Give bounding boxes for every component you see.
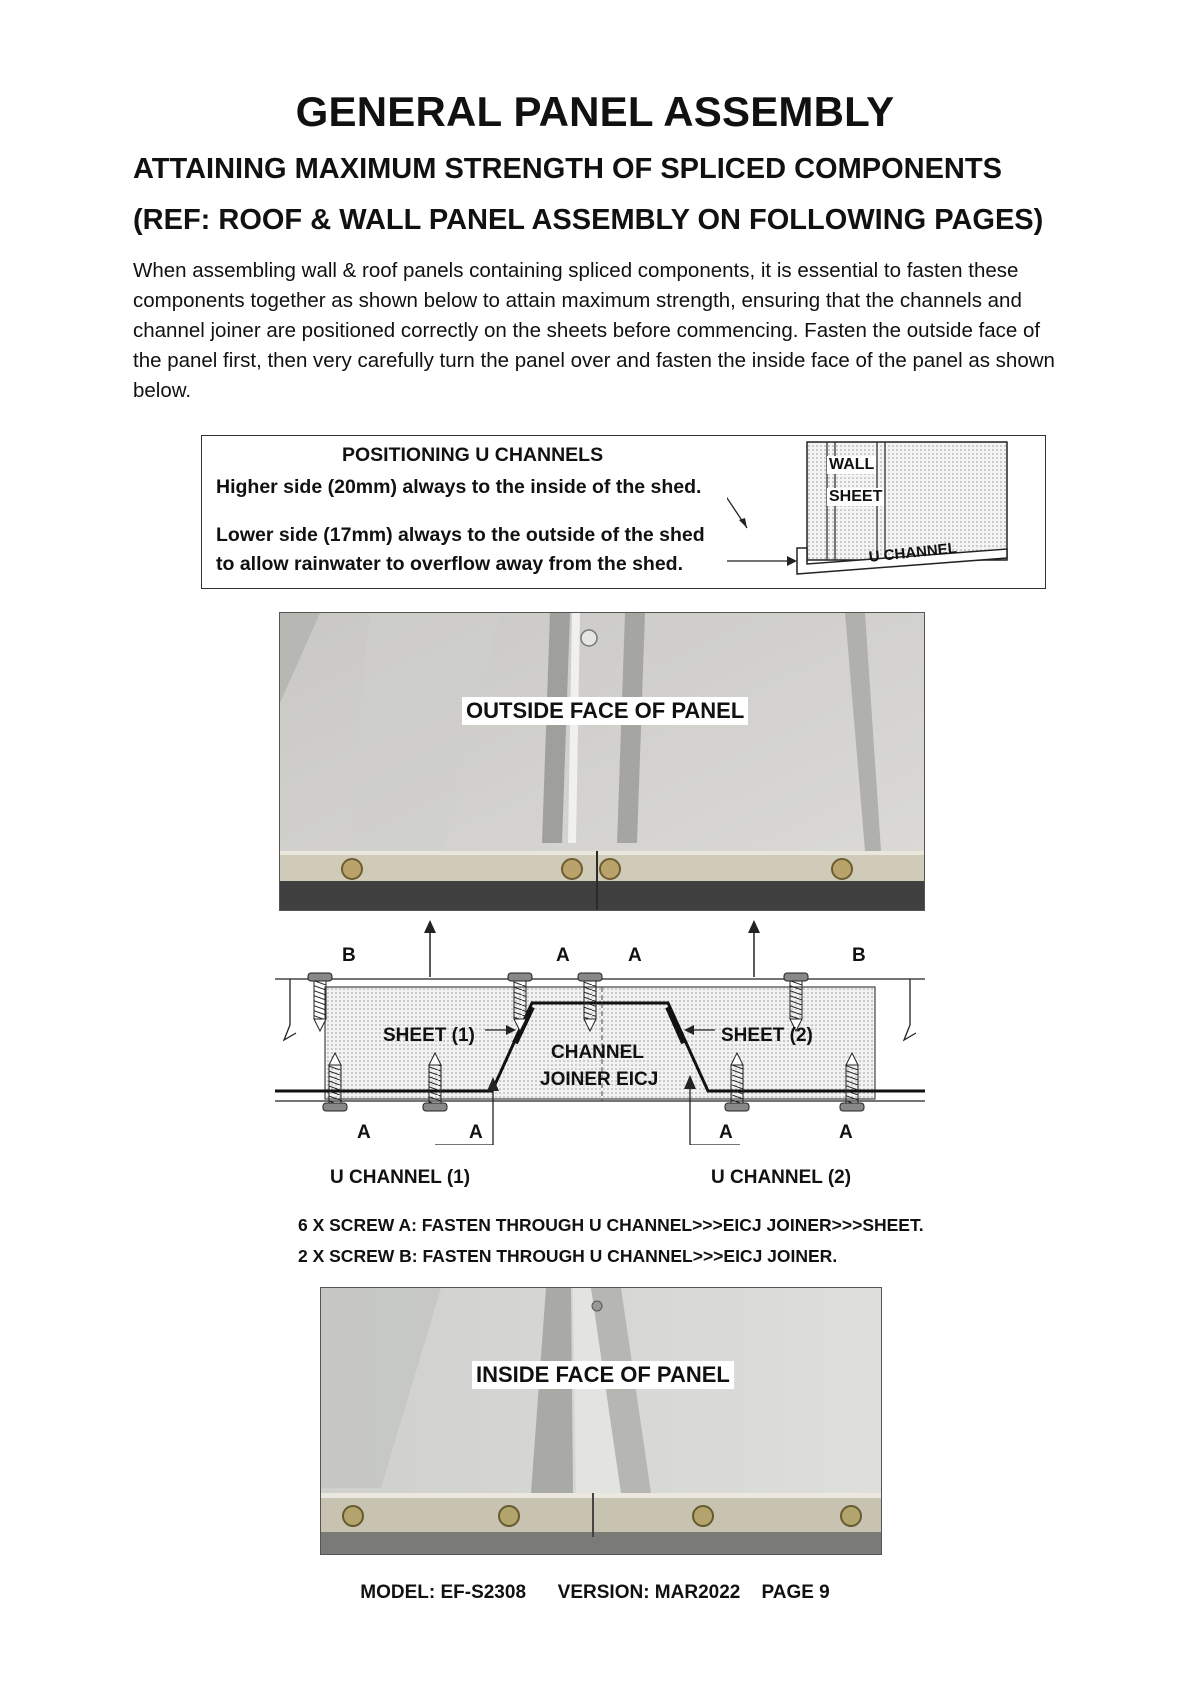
u-channel-label: U CHANNEL: [868, 539, 958, 566]
intro-paragraph: When assembling wall & roof panels containing spliced components, it is essential to fasten these components together as shown below to attain maximum strength, ensuring that the channels and channel joiner are positioned correctly on the sheets before commencing. Fasten the outside face of the panel first, then very carefully turn the panel over and fasten the inside face of the panel as shown below.: [133, 259, 1055, 402]
subtitle-strength: ATTAINING MAXIMUM STRENGTH OF SPLICED COMPONENTS: [133, 153, 1002, 185]
u-channel-1-label: U CHANNEL (1): [330, 1167, 471, 1188]
screw-b-note: 2 X SCREW B: FASTEN THROUGH U CHANNEL>>>EICJ JOINER.: [298, 1246, 838, 1266]
sheet-1-label: SHEET (1): [383, 1025, 475, 1046]
label-bottom-a-4: A: [839, 1122, 853, 1143]
higher-side-note: Higher side (20mm) always to the inside of the shed.: [216, 476, 702, 498]
sheet-2-label: SHEET (2): [721, 1025, 813, 1046]
u-channel-2-label: U CHANNEL (2): [711, 1167, 852, 1188]
sheet-label: SHEET: [829, 488, 883, 505]
wall-label: WALL: [829, 456, 875, 473]
label-top-a-2: A: [628, 945, 642, 966]
label-bottom-a-1: A: [357, 1122, 371, 1143]
outside-face-photo: [279, 612, 925, 911]
label-top-b-left: B: [342, 945, 356, 966]
subtitle-reference: (REF: ROOF & WALL PANEL ASSEMBLY ON FOLLOWING PAGES): [133, 204, 1044, 236]
joiner-label-2: JOINER EICJ: [540, 1069, 659, 1090]
lower-side-note-2: to allow rainwater to overflow away from the shed.: [216, 553, 684, 575]
positioning-heading: POSITIONING U CHANNELS: [342, 444, 604, 466]
label-top-b-right: B: [852, 945, 866, 966]
page-title: GENERAL PANEL ASSEMBLY: [295, 88, 895, 135]
screw-a-note: 6 X SCREW A: FASTEN THROUGH U CHANNEL>>>EICJ JOINER>>>SHEET.: [298, 1215, 924, 1235]
label-bottom-a-2: A: [469, 1122, 483, 1143]
page-footer: MODEL: EF-S2308 VERSION: MAR2022 PAGE 9: [360, 1582, 830, 1603]
positioning-box: [201, 435, 1046, 589]
outside-face-label: OUTSIDE FACE OF PANEL: [462, 697, 748, 725]
lower-side-note-1: Lower side (17mm) always to the outside of the shed: [216, 524, 705, 546]
label-top-a-1: A: [556, 945, 570, 966]
inside-face-label: INSIDE FACE OF PANEL: [472, 1361, 734, 1389]
inside-face-photo: [320, 1287, 882, 1555]
splice-cross-section-diagram: [270, 915, 930, 1145]
label-bottom-a-3: A: [719, 1122, 733, 1143]
joiner-label-1: CHANNEL: [551, 1042, 644, 1063]
u-channel-detail-figure: [727, 436, 1045, 588]
